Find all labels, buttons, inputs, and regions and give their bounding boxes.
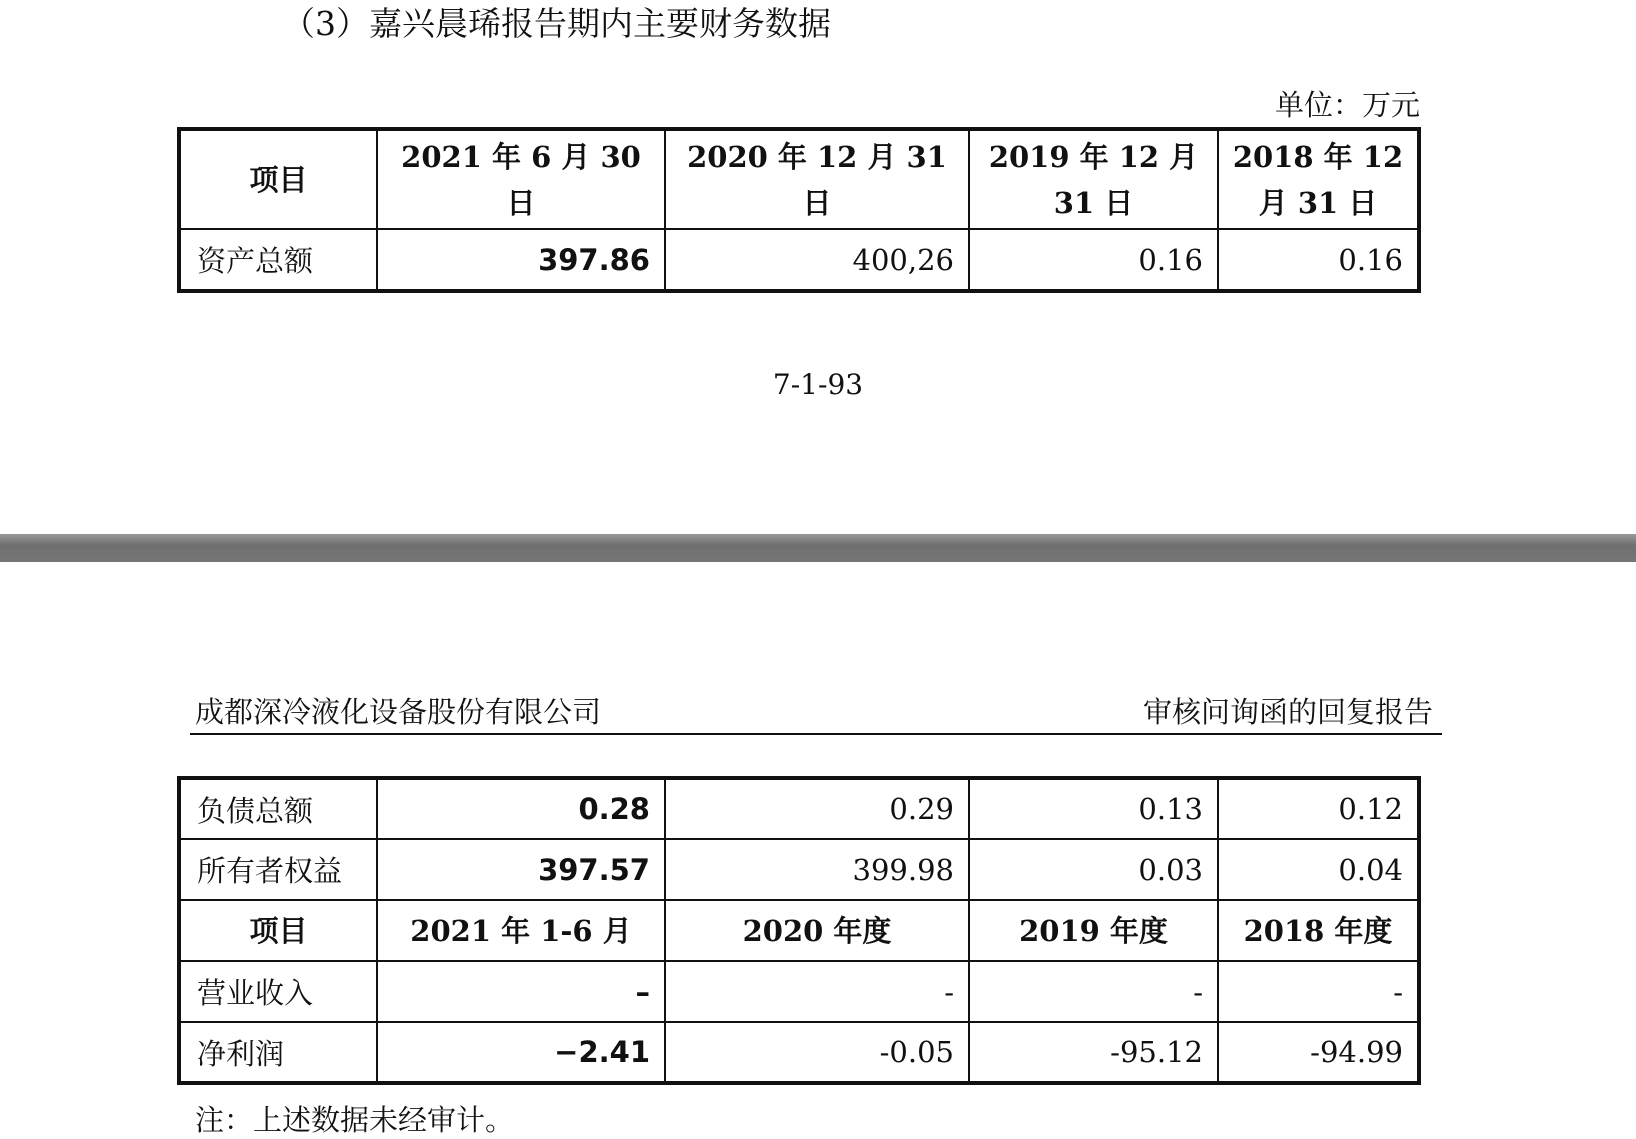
cell-value: 0.03 <box>969 839 1218 900</box>
header-2021-06-30: 2021 年 6 月 30 日 <box>377 129 665 229</box>
header-2018-12-31: 2018 年 12 月 31 日 <box>1218 129 1419 229</box>
table-row <box>179 961 1419 1022</box>
table-row <box>179 839 1419 900</box>
section-title: （3）嘉兴晨琋报告期内主要财务数据 <box>282 4 831 43</box>
cell-value: -0.05 <box>665 1022 969 1083</box>
header-rule <box>190 733 1442 735</box>
page-break-divider <box>0 534 1636 562</box>
header-2019: 2019 年度 <box>969 900 1218 961</box>
cell-value: −2.41 <box>377 1022 665 1083</box>
table-row <box>179 229 1419 291</box>
cell-value: 397.57 <box>377 839 665 900</box>
cell-value: 0.29 <box>665 778 969 839</box>
table-header-row <box>179 900 1419 961</box>
cell-value: 0.04 <box>1218 839 1419 900</box>
page-number: 7-1-93 <box>772 368 864 401</box>
cell-value: 0.13 <box>969 778 1218 839</box>
header-2020: 2020 年度 <box>665 900 969 961</box>
header-company-name: 成都深冷液化设备股份有限公司 <box>195 695 602 729</box>
header-report-title: 审核问询函的回复报告 <box>1142 695 1433 729</box>
row-label: 负债总额 <box>179 778 377 839</box>
cell-value: - <box>665 961 969 1022</box>
cell-value: -94.99 <box>1218 1022 1419 1083</box>
cell-value: 0.28 <box>377 778 665 839</box>
table-header-row <box>179 129 1419 229</box>
financial-table-part-2 <box>177 776 1421 1085</box>
header-2021-h1: 2021 年 1-6 月 <box>377 900 665 961</box>
cell-value: 400,26 <box>665 229 969 291</box>
cell-value: - <box>1218 961 1419 1022</box>
header-2019-12-31: 2019 年 12 月 31 日 <box>969 129 1218 229</box>
cell-value: - <box>969 961 1218 1022</box>
cell-value: 397.86 <box>377 229 665 291</box>
row-label: 资产总额 <box>179 229 377 291</box>
row-label: 净利润 <box>179 1022 377 1083</box>
table-row <box>179 778 1419 839</box>
cell-value: – <box>377 961 665 1022</box>
row-label: 所有者权益 <box>179 839 377 900</box>
table-row <box>179 1022 1419 1083</box>
header-2018: 2018 年度 <box>1218 900 1419 961</box>
header-2020-12-31: 2020 年 12 月 31 日 <box>665 129 969 229</box>
unit-label: 单位：万元 <box>1275 88 1421 122</box>
header-item: 项目 <box>179 129 377 229</box>
cell-value: -95.12 <box>969 1022 1218 1083</box>
row-label: 营业收入 <box>179 961 377 1022</box>
cell-value: 399.98 <box>665 839 969 900</box>
financial-table-part-1 <box>177 127 1421 293</box>
footnote: 注：上述数据未经审计。 <box>195 1103 515 1137</box>
cell-value: 0.16 <box>1218 229 1419 291</box>
cell-value: 0.16 <box>969 229 1218 291</box>
header-item: 项目 <box>179 900 377 961</box>
cell-value: 0.12 <box>1218 778 1419 839</box>
